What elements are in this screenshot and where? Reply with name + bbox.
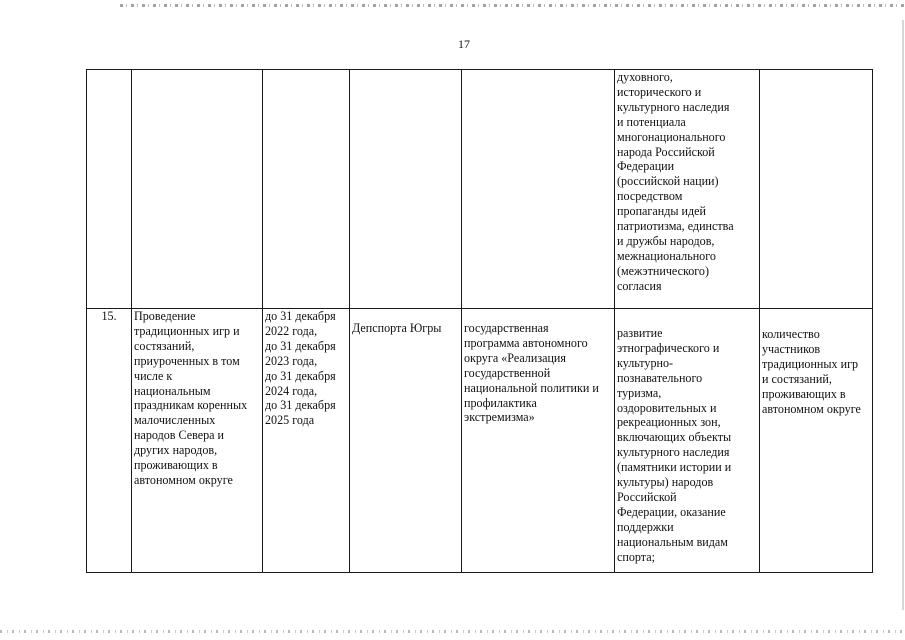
indicator-cell: количество участников традиционных игр и состязаний, проживающих в автономном округе (760, 309, 873, 573)
page-number: 17 (458, 37, 470, 51)
event-cell: Проведение традиционных игр и состязаний, приуроченных в том числе к национальным праздникам коренных малочисленных народов Севера и других народов, проживающих в автономном округе (132, 309, 263, 573)
table-cell (87, 70, 132, 309)
table-cell (462, 70, 615, 309)
table-cell (263, 70, 350, 309)
plan-table (86, 69, 873, 573)
table-cell (132, 70, 263, 309)
scan-edge-bottom (0, 630, 905, 633)
deadline-cell: до 31 декабря 2022 года, до 31 декабря 2023 года, до 31 декабря 2024 года, до 31 декабря 2025 года (263, 309, 350, 573)
program-cell: государственная программа автономного округа «Реализация государственной национальной политики и профилактика экстремизма» (462, 309, 615, 573)
goal-cell: развитие этнографического и культурно- познавательного туризма, оздоровительных и рекреационных зон, включающих объекты культурного наследия (памятники истории и культуры) народов Российской Федерации, оказание поддержки национальным видам спорта; (615, 309, 760, 573)
scan-edge-top (120, 4, 905, 7)
row-number: 15. (87, 309, 132, 573)
executor-cell: Депспорта Югры (350, 309, 462, 573)
table-row (87, 309, 873, 573)
goal-cell: духовного, исторического и культурного наследия и потенциала многонационального народа Российской Федерации (российской нации) посредством пропаганды идей патриотизма, единства и дружбы народов, межнационального (межэтнического) согласия (615, 70, 760, 309)
table-cell (760, 70, 873, 309)
scan-edge-right (902, 20, 904, 610)
table-row (87, 70, 873, 309)
table-cell (350, 70, 462, 309)
